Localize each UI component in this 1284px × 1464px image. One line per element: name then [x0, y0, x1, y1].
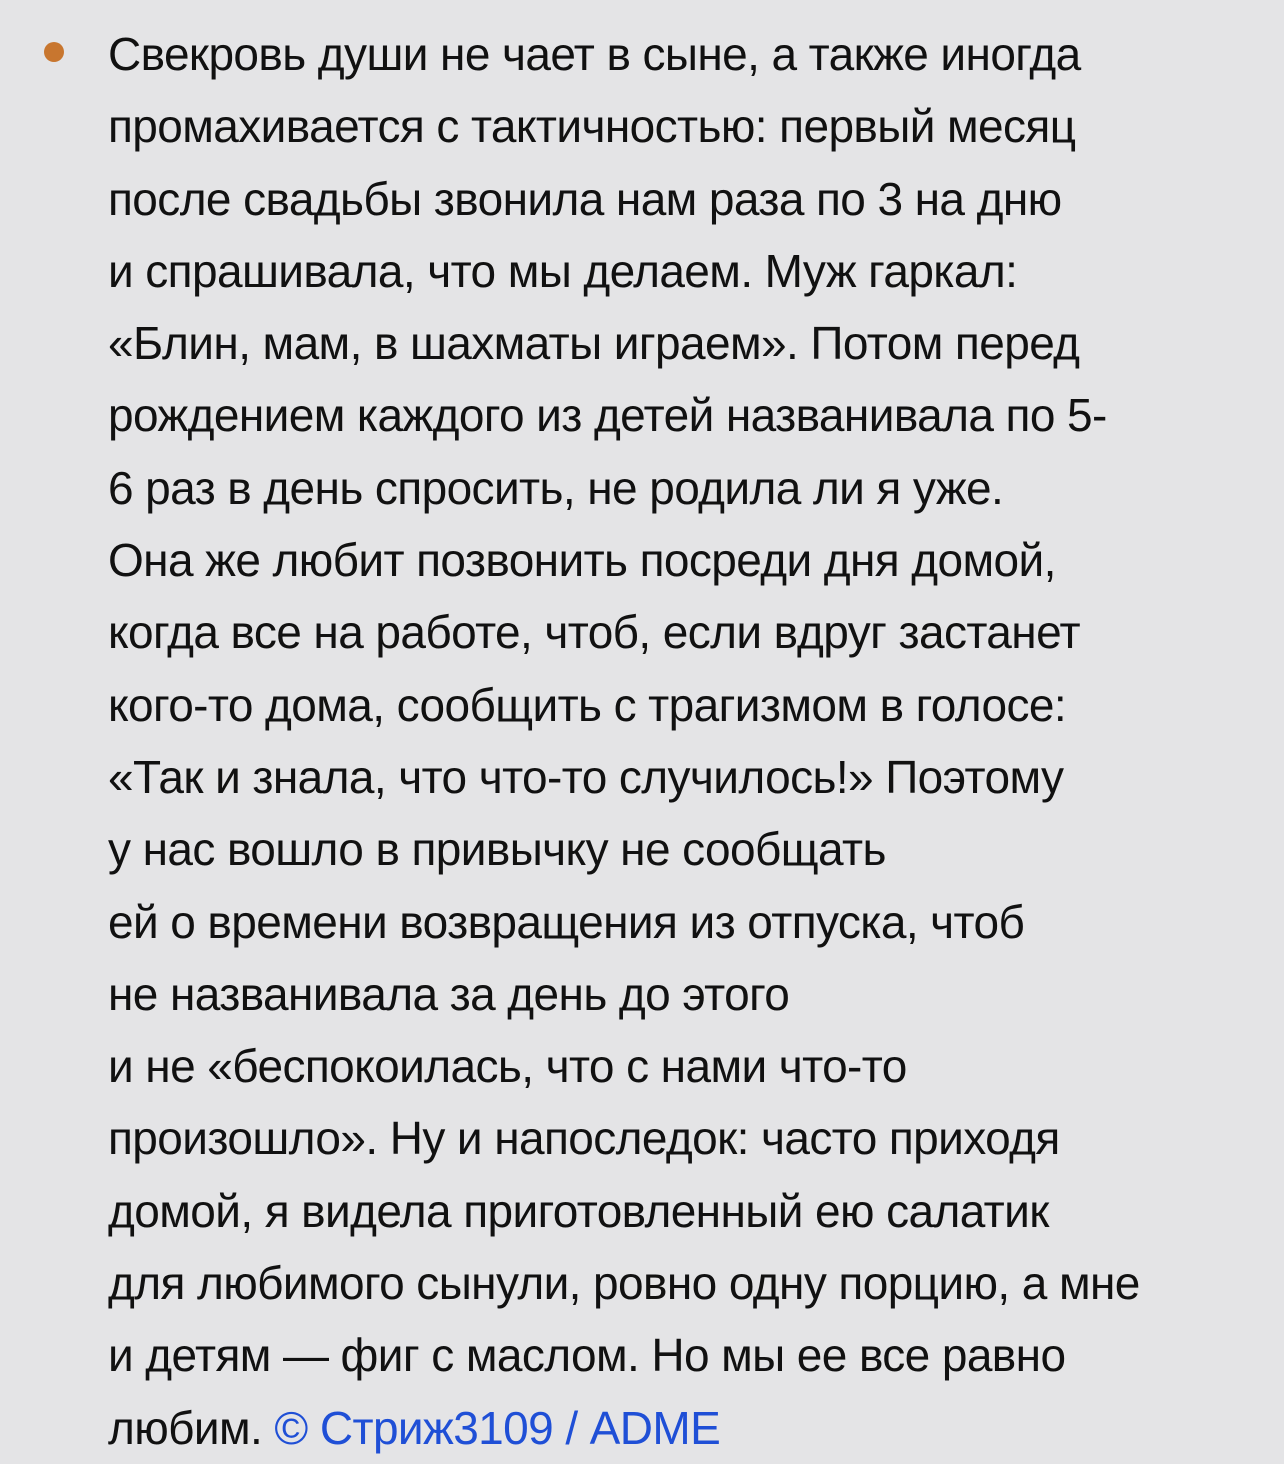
story-line: 6 раз в день спросить, не родила ли я уже. [108, 461, 1004, 514]
story-line: для любимого сынули, ровно одну порцию, а мне [108, 1257, 1140, 1310]
story-paragraph [108, 18, 1268, 1464]
story-last-line-text: любим. [108, 1401, 263, 1454]
story-line: рождением каждого из детей названивала по 5- [108, 389, 1107, 442]
story-line: «Блин, мам, в шахматы играем». Потом перед [108, 317, 1080, 370]
story-line: ей о времени возвращения из отпуска, чтоб [108, 895, 1025, 948]
story-last-line [108, 1392, 1268, 1464]
story-line: и не «беспокоилась, что с нами что-то [108, 1040, 907, 1093]
story-line: не названивала за день до этого [108, 967, 790, 1020]
story-line: и детям — фиг с маслом. Но мы ее все равно [108, 1329, 1066, 1382]
story-line: Свекровь души не чает в сыне, а также иногда [108, 28, 1081, 80]
story-line: Она же любит позвонить посреди дня домой, [108, 534, 1056, 587]
story-line: произошло». Ну и напоследок: часто приходя [108, 1112, 1060, 1165]
story-line: кого-то дома, сообщить с трагизмом в голосе: [108, 678, 1067, 731]
story-line: «Так и знала, что что-то случилось!» Поэтому [108, 750, 1064, 803]
author-credit-link[interactable]: © Стриж3109 / ADME [274, 1401, 721, 1454]
story-line: у нас вошло в привычку не сообщать [108, 823, 886, 876]
story-line: когда все на работе, чтоб, если вдруг застанет [108, 606, 1081, 659]
story-line: домой, я видела приготовленный ею салатик [108, 1184, 1049, 1237]
story-line: после свадьбы звонила нам раза по 3 на дню [108, 172, 1062, 225]
list-bullet-icon [44, 42, 64, 62]
story-line: и спрашивала, что мы делаем. Муж гаркал: [108, 244, 1018, 297]
story-line: промахивается с тактичностью: первый месяц [108, 100, 1076, 153]
